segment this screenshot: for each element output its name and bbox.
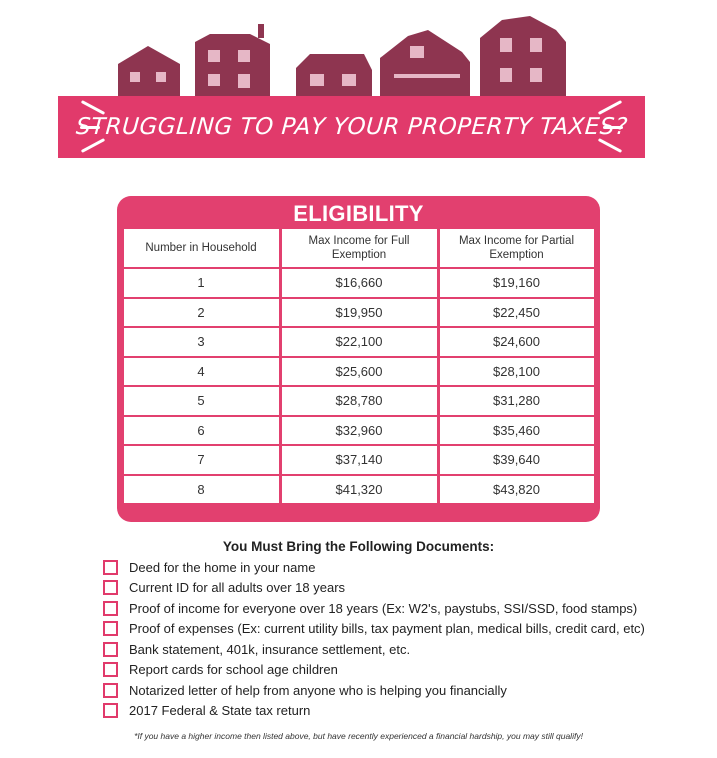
full-exemption-cell: $25,600 (282, 358, 437, 386)
table-row (122, 299, 595, 329)
table-row (122, 358, 595, 388)
checkbox[interactable] (103, 580, 118, 595)
checklist-item (103, 598, 645, 619)
table-row (122, 269, 595, 299)
partial-exemption-cell: $24,600 (440, 328, 594, 356)
documents-checklist (103, 557, 645, 721)
checklist-item (103, 578, 645, 599)
checklist-item (103, 701, 645, 722)
household-cell: 2 (124, 299, 279, 327)
full-exemption-cell: $16,660 (282, 269, 437, 297)
household-cell: 3 (124, 328, 279, 356)
header-partial-exemption: Max Income for Partial Exemption (440, 229, 594, 267)
table-header-row (122, 229, 595, 269)
household-cell: 7 (124, 446, 279, 474)
full-exemption-cell: $28,780 (282, 387, 437, 415)
partial-exemption-cell: $22,450 (440, 299, 594, 327)
partial-exemption-cell: $31,280 (440, 387, 594, 415)
footnote: *If you have a higher income then listed above, but have recently experienced a financial hardship, you may still qualify! (134, 731, 583, 741)
table-row (122, 387, 595, 417)
household-cell: 4 (124, 358, 279, 386)
table-row (122, 446, 595, 476)
full-exemption-cell: $32,960 (282, 417, 437, 445)
full-exemption-cell: $22,100 (282, 328, 437, 356)
checkbox[interactable] (103, 662, 118, 677)
table-row (122, 328, 595, 358)
checklist-item (103, 619, 645, 640)
household-cell: 8 (124, 476, 279, 504)
checklist-label: Proof of income for everyone over 18 years (Ex: W2's, paystubs, SSI/SSD, food stamps) (129, 600, 638, 616)
partial-exemption-cell: $43,820 (440, 476, 594, 504)
partial-exemption-cell: $35,460 (440, 417, 594, 445)
header-household: Number in Household (124, 229, 279, 267)
table-title: ELIGIBILITY (293, 201, 424, 226)
houses-illustration (110, 12, 580, 98)
partial-exemption-cell: $19,160 (440, 269, 594, 297)
checklist-label: Bank statement, 401k, insurance settlement, etc. (129, 641, 411, 657)
checklist-label: Proof of expenses (Ex: current utility bills, tax payment plan, medical bills, credit card, etc) (129, 621, 645, 637)
household-cell: 1 (124, 269, 279, 297)
checkbox[interactable] (103, 560, 118, 575)
eligibility-table (117, 196, 600, 522)
checklist-label: Report cards for school age children (129, 662, 338, 678)
checklist-item (103, 557, 645, 578)
checklist-label: 2017 Federal & State tax return (129, 703, 311, 719)
header-full-exemption: Max Income for Full Exemption (282, 229, 437, 267)
checklist-item (103, 680, 645, 701)
partial-exemption-cell: $39,640 (440, 446, 594, 474)
household-cell: 6 (124, 417, 279, 445)
checkbox[interactable] (103, 703, 118, 718)
full-exemption-cell: $41,320 (282, 476, 437, 504)
table-row (122, 417, 595, 447)
checkbox[interactable] (103, 642, 118, 657)
checklist-label: Notarized letter of help from anyone who is helping you financially (129, 682, 507, 698)
headline-banner (58, 96, 645, 158)
checklist-label: Current ID for all adults over 18 years (129, 580, 346, 596)
partial-exemption-cell: $28,100 (440, 358, 594, 386)
checkbox[interactable] (103, 621, 118, 636)
checkbox[interactable] (103, 601, 118, 616)
household-cell: 5 (124, 387, 279, 415)
documents-title: You Must Bring the Following Documents: (222, 539, 495, 554)
checklist-label: Deed for the home in your name (129, 559, 316, 575)
checkbox[interactable] (103, 683, 118, 698)
full-exemption-cell: $19,950 (282, 299, 437, 327)
headline-text: STRUGGLING TO PAY YOUR PROPERTY TAXES? (74, 114, 629, 140)
full-exemption-cell: $37,140 (282, 446, 437, 474)
checklist-item (103, 660, 645, 681)
table-row (122, 476, 595, 506)
checklist-item (103, 639, 645, 660)
